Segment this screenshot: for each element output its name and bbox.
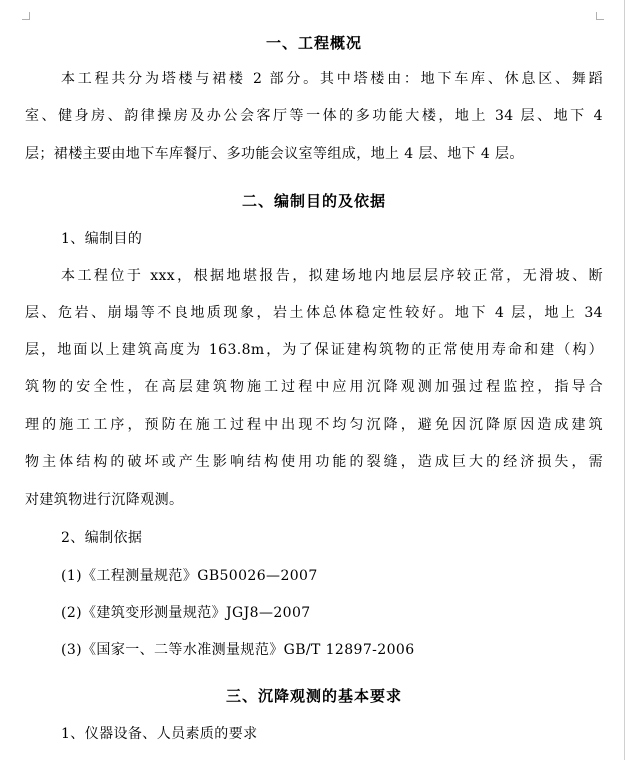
section-heading-overview: 一、工程概况 (265, 34, 362, 52)
page-corner-mark-top-right (596, 12, 604, 20)
paragraph-line: 层；裙楼主要由地下车库餐厅、多功能会议室等组成，地上 4 层、地下 4 层。 (25, 146, 524, 162)
reference-item: (3)《国家一、二等水准测量规范》GB/T 12897-2006 (61, 642, 415, 658)
subsection-title-basis: 2、编制依据 (61, 530, 143, 546)
section-heading-purpose-basis: 二、编制目的及依据 (241, 192, 386, 210)
page-corner-mark-top-left (22, 12, 30, 20)
paragraph-line: 层，地面以上建筑高度为 163.8m，为了保证建构筑物的正常使用寿命和建（构） (25, 342, 603, 358)
paragraph-line: 室、健身房、韵律操房及办公会客厅等一体的多功能大楼，地上 34 层、地下 4 (25, 108, 603, 124)
paragraph-line: 物主体结构的破坏或产生影响结构使用功能的裂缝，造成巨大的经济损失，需 (25, 454, 603, 470)
paragraph-line: 本工程共分为塔楼与裙楼 2 部分。其中塔楼由：地下车库、休息区、舞蹈 (61, 71, 603, 87)
reference-item: (1)《工程测量规范》GB50026—2007 (61, 568, 318, 584)
reference-item: (2)《建筑变形测量规范》JGJ8—2007 (61, 605, 311, 621)
paragraph-line: 层、危岩、崩塌等不良地质现象，岩土体总体稳定性较好。地下 4 层，地上 34 (25, 305, 603, 321)
paragraph-line: 理的施工工序，预防在施工过程中出现不均匀沉降，避免因沉降原因造成建筑 (25, 417, 603, 433)
paragraph-line: 筑物的安全性，在高层建筑物施工过程中应用沉降观测加强过程监控，指导合 (25, 379, 603, 395)
section-heading-settlement-requirements: 三、沉降观测的基本要求 (225, 687, 402, 705)
paragraph-line: 本工程位于 xxx，根据地堪报告，拟建场地内地层层序较正常，无滑坡、断 (61, 268, 603, 284)
paragraph-line: 对建筑物进行沉降观测。 (25, 492, 184, 508)
subsection-title-purpose: 1、编制目的 (61, 231, 143, 247)
subsection-title-equipment-personnel: 1、仪器设备、人员素质的要求 (61, 726, 258, 742)
